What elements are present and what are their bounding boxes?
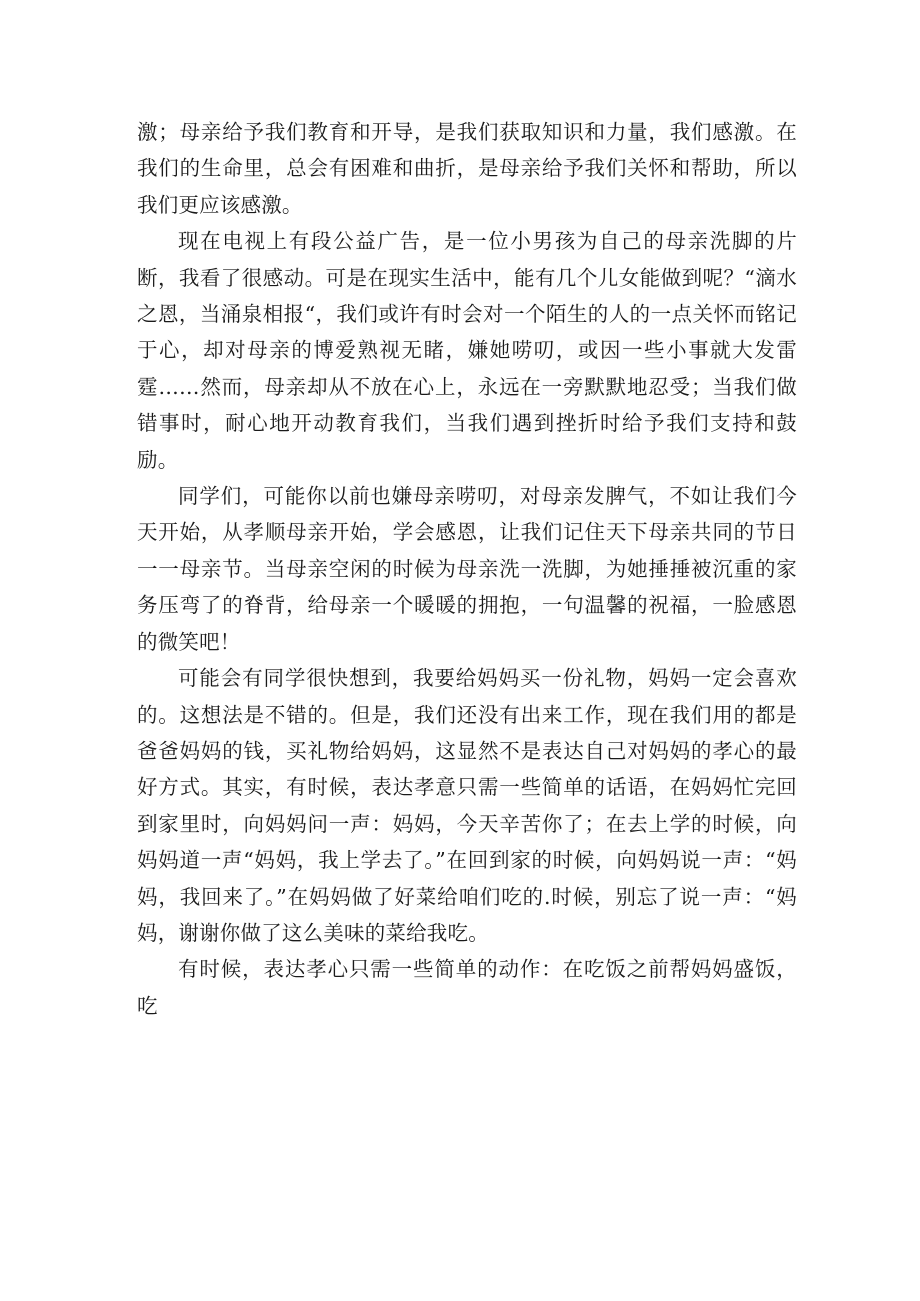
paragraph-3: 同学们，可能你以前也嫌母亲唠叨，对母亲发脾气，不如让我们今天开始，从孝顺母亲开始，学会感恩，让我们记住天下母亲共同的节日一一母亲节。当母亲空闲的时候为母亲洗一洗脚，为她捶捶被沉重的家务压弯了的脊背，给母亲一个暖暖的拥抱，一句温馨的祝福，一脸感恩的微笑吧！ <box>137 484 797 654</box>
paragraph-2: 现在电视上有段公益广告，是一位小男孩为自己的母亲洗脚的片断，我看了很感动。可是在现实生活中，能有几个儿女能做到呢？“滴水之恩，当涌泉相报“，我们或许有时会对一个陌生的人的一点关怀而铭记于心，却对母亲的博爱熟视无睹，嫌她唠叨，或因一些小事就大发雷霆……然而，母亲却从不放在心上，永远在一旁默默地忍受；当我们做错事时，耐心地开动教育我们，当我们遇到挫折时给予我们支持和鼓励。 <box>137 229 797 472</box>
paragraph-5: 有时候，表达孝心只需一些简单的动作：在吃饭之前帮妈妈盛饭，吃 <box>137 957 797 1018</box>
paragraph-4: 可能会有同学很快想到，我要给妈妈买一份礼物，妈妈一定会喜欢的。这想法是不错的。但是，我们还没有出来工作，现在我们用的都是爸爸妈妈的钱，买礼物给妈妈，这显然不是表达自己对妈妈的孝心的最好方式。其实，有时候，表达孝意只需一些简单的话语，在妈妈忙完回到家里时，向妈妈问一声：妈妈，今天辛苦你了；在去上学的时候，向妈妈道一声“妈妈，我上学去了。”在回到家的时候，向妈妈说一声：“妈妈，我回来了。”在妈妈做了好菜给咱们吃的.时候，别忘了说一声：“妈妈，谢谢你做了这么美味的菜给我吃。 <box>137 666 797 945</box>
document-body <box>137 114 797 1024</box>
paragraph-1: 激；母亲给予我们教育和开导，是我们获取知识和力量，我们感激。在我们的生命里，总会有困难和曲折，是母亲给予我们关怀和帮助，所以我们更应该感激。 <box>137 120 797 217</box>
